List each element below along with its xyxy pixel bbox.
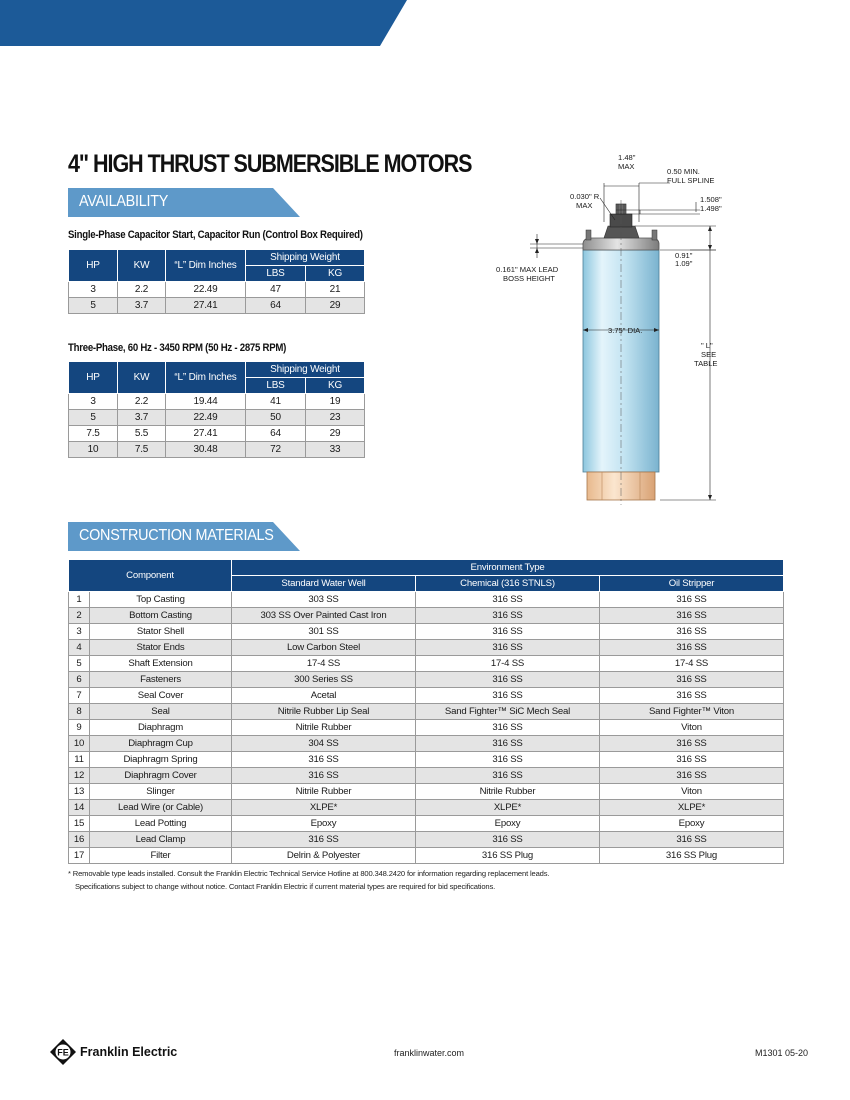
three-phase-table	[68, 361, 365, 458]
single-phase-title: Single-Phase Capacitor Start, Capacitor Run (Control Box Required)	[68, 229, 363, 241]
header-kg: KG	[306, 378, 365, 394]
cell-hp: 3	[69, 282, 118, 298]
table-row	[69, 688, 784, 704]
cell-l-dim: 27.41	[166, 426, 246, 442]
cell-chemical: Epoxy	[416, 816, 600, 832]
cell-standard: Epoxy	[232, 816, 416, 832]
cell-component: Lead Clamp	[90, 832, 232, 848]
table-row	[69, 752, 784, 768]
cell-chemical: 316 SS	[416, 832, 600, 848]
header-kw: KW	[118, 362, 166, 394]
table-row	[69, 656, 784, 672]
cell-component: Stator Shell	[90, 624, 232, 640]
cell-oil: 316 SS	[600, 624, 784, 640]
cell-l-dim: 30.48	[166, 442, 246, 458]
cell-standard: Nitrile Rubber Lip Seal	[232, 704, 416, 720]
l-label-1: " L"	[701, 341, 713, 350]
single-phase-table	[68, 249, 365, 314]
cell-kw: 7.5	[118, 442, 166, 458]
header-l-dim: “L” Dim Inches	[166, 250, 246, 282]
boss-height-2: BOSS HEIGHT	[503, 274, 555, 283]
table-row	[69, 800, 784, 816]
cell-chemical: 316 SS	[416, 768, 600, 784]
cell-number: 1	[69, 592, 90, 608]
table-row	[69, 848, 784, 864]
table-row	[69, 282, 365, 298]
header-shipping-weight: Shipping Weight	[246, 362, 365, 378]
cell-component: Fasteners	[90, 672, 232, 688]
cell-number: 12	[69, 768, 90, 784]
header-hp: HP	[69, 362, 118, 394]
cell-number: 6	[69, 672, 90, 688]
header-kg: KG	[306, 266, 365, 282]
motor-body	[583, 200, 659, 505]
cell-hp: 10	[69, 442, 118, 458]
cell-chemical: 316 SS	[416, 640, 600, 656]
cell-oil: 316 SS	[600, 768, 784, 784]
top-banner	[0, 0, 850, 46]
cell-chemical: Sand Fighter™ SiC Mech Seal	[416, 704, 600, 720]
cell-kw: 3.7	[118, 298, 166, 314]
cell-standard: 316 SS	[232, 752, 416, 768]
header-lbs: LBS	[246, 378, 306, 394]
cell-oil: Epoxy	[600, 816, 784, 832]
cell-kw: 5.5	[118, 426, 166, 442]
cell-number: 4	[69, 640, 90, 656]
radius-label: MAX	[576, 201, 593, 210]
cell-component: Seal Cover	[90, 688, 232, 704]
table-row	[69, 640, 784, 656]
cell-kg: 29	[306, 298, 365, 314]
cell-kw: 3.7	[118, 410, 166, 426]
cell-component: Stator Ends	[90, 640, 232, 656]
header-lbs: LBS	[246, 266, 306, 282]
availability-heading-bar	[68, 188, 302, 217]
table-row	[69, 298, 365, 314]
max-width-value: 1.48"	[618, 153, 636, 162]
table-row	[69, 592, 784, 608]
cell-component: Diaphragm Spring	[90, 752, 232, 768]
cell-lbs: 64	[246, 426, 306, 442]
footnote	[68, 867, 549, 893]
table-row	[69, 768, 784, 784]
cell-kg: 21	[306, 282, 365, 298]
cell-lbs: 64	[246, 298, 306, 314]
max-width-label: MAX	[618, 162, 635, 171]
spline-dia-2: 1.498"	[700, 204, 722, 213]
cell-number: 11	[69, 752, 90, 768]
header-component: Component	[69, 560, 232, 592]
table-row	[69, 672, 784, 688]
cell-number: 2	[69, 608, 90, 624]
cell-hp: 5	[69, 298, 118, 314]
cell-oil: Viton	[600, 784, 784, 800]
cell-oil: Viton	[600, 720, 784, 736]
cell-kg: 33	[306, 442, 365, 458]
cell-lbs: 50	[246, 410, 306, 426]
cell-kw: 2.2	[118, 394, 166, 410]
spline-label-1: 0.50 MIN.	[667, 167, 700, 176]
cell-chemical: 316 SS	[416, 736, 600, 752]
header-standard-water-well: Standard Water Well	[232, 576, 416, 592]
cell-chemical: 17-4 SS	[416, 656, 600, 672]
cell-kg: 19	[306, 394, 365, 410]
cell-standard: Low Carbon Steel	[232, 640, 416, 656]
cell-lbs: 41	[246, 394, 306, 410]
boss-height-1: 0.161" MAX LEAD	[496, 265, 559, 274]
cell-chemical: 316 SS Plug	[416, 848, 600, 864]
cell-kw: 2.2	[118, 282, 166, 298]
motor-dimension-diagram	[490, 150, 730, 510]
cell-component: Bottom Casting	[90, 608, 232, 624]
shaft-length-2: 1.09"	[675, 259, 693, 268]
cell-number: 14	[69, 800, 90, 816]
cell-standard: 303 SS	[232, 592, 416, 608]
cell-oil: 316 SS	[600, 736, 784, 752]
cell-oil: 316 SS	[600, 608, 784, 624]
footer-url[interactable]: franklinwater.com	[394, 1048, 465, 1058]
cell-l-dim: 22.49	[166, 282, 246, 298]
cell-hp: 5	[69, 410, 118, 426]
footnote-line-2: Specifications subject to change without notice. Contact Franklin Electric if current material types are required for bid specifications.	[75, 882, 496, 891]
header-kw: KW	[118, 250, 166, 282]
cell-standard: 316 SS	[232, 832, 416, 848]
cell-number: 8	[69, 704, 90, 720]
footer-doc-code: M1301 05-20	[755, 1048, 809, 1058]
cell-component: Filter	[90, 848, 232, 864]
cell-oil: 316 SS	[600, 592, 784, 608]
table-row	[69, 608, 784, 624]
cell-standard: 316 SS	[232, 768, 416, 784]
cell-component: Lead Wire (or Cable)	[90, 800, 232, 816]
cell-standard: 300 Series SS	[232, 672, 416, 688]
cell-oil: 316 SS	[600, 752, 784, 768]
cell-l-dim: 22.49	[166, 410, 246, 426]
footer-brand: Franklin Electric	[80, 1045, 178, 1059]
table-row	[69, 784, 784, 800]
cell-number: 3	[69, 624, 90, 640]
cell-chemical: 316 SS	[416, 720, 600, 736]
cell-component: Diaphragm Cover	[90, 768, 232, 784]
cell-standard: 17-4 SS	[232, 656, 416, 672]
table-row	[69, 816, 784, 832]
cell-oil: 316 SS	[600, 640, 784, 656]
header-shipping-weight: Shipping Weight	[246, 250, 365, 266]
cell-lbs: 47	[246, 282, 306, 298]
cell-chemical: 316 SS	[416, 592, 600, 608]
header-l-dim: “L” Dim Inches	[166, 362, 246, 394]
cell-standard: 303 SS Over Painted Cast Iron	[232, 608, 416, 624]
cell-component: Diaphragm Cup	[90, 736, 232, 752]
cell-l-dim: 19.44	[166, 394, 246, 410]
diameter-label: 3.75" DIA.	[608, 326, 643, 335]
construction-materials-table	[68, 559, 784, 864]
cell-number: 13	[69, 784, 90, 800]
header-chemical: Chemical (316 STNLS)	[416, 576, 600, 592]
cell-chemical: 316 SS	[416, 672, 600, 688]
cell-standard: XLPE*	[232, 800, 416, 816]
cell-standard: 301 SS	[232, 624, 416, 640]
table-row	[69, 832, 784, 848]
availability-heading: AVAILABILITY	[79, 193, 169, 210]
table-row	[69, 736, 784, 752]
cell-number: 5	[69, 656, 90, 672]
header-environment-type: Environment Type	[232, 560, 784, 576]
table-row	[69, 720, 784, 736]
spline-label-2: FULL SPLINE	[667, 176, 715, 185]
l-label-2: SEE	[701, 350, 717, 359]
cell-chemical: XLPE*	[416, 800, 600, 816]
cell-oil: 316 SS	[600, 688, 784, 704]
cell-kg: 29	[306, 426, 365, 442]
spline-dia-1: 1.508"	[700, 195, 722, 204]
cell-component: Diaphragm	[90, 720, 232, 736]
cell-standard: Nitrile Rubber	[232, 784, 416, 800]
cell-lbs: 72	[246, 442, 306, 458]
cell-standard: Acetal	[232, 688, 416, 704]
cell-component: Shaft Extension	[90, 656, 232, 672]
cell-oil: Sand Fighter™ Viton	[600, 704, 784, 720]
cell-oil: 17-4 SS	[600, 656, 784, 672]
cell-component: Top Casting	[90, 592, 232, 608]
cell-number: 10	[69, 736, 90, 752]
table-row	[69, 394, 365, 410]
footnote-line-1: * Removable type leads installed. Consult the Franklin Electric Technical Service Hotline at 800.348.2420 for information regarding replacement leads.	[68, 869, 550, 878]
cell-number: 9	[69, 720, 90, 736]
cell-l-dim: 27.41	[166, 298, 246, 314]
table-row	[69, 704, 784, 720]
construction-heading-bar	[68, 522, 302, 551]
cell-oil: 316 SS Plug	[600, 848, 784, 864]
cell-component: Lead Potting	[90, 816, 232, 832]
page-title: 4" HIGH THRUST SUBMERSIBLE MOTORS	[68, 150, 472, 178]
cell-chemical: 316 SS	[416, 752, 600, 768]
cell-kg: 23	[306, 410, 365, 426]
cell-standard: Nitrile Rubber	[232, 720, 416, 736]
radius-value: 0.030" R	[570, 192, 600, 201]
shaft-length-1: 0.91"	[675, 251, 693, 260]
cell-hp: 7.5	[69, 426, 118, 442]
cell-component: Slinger	[90, 784, 232, 800]
header-oil-stripper: Oil Stripper	[600, 576, 784, 592]
logo-letters: FE	[57, 1047, 69, 1058]
cell-standard: Delrin & Polyester	[232, 848, 416, 864]
table-row	[69, 624, 784, 640]
table-row	[69, 442, 365, 458]
cell-hp: 3	[69, 394, 118, 410]
header-hp: HP	[69, 250, 118, 282]
three-phase-title: Three-Phase, 60 Hz - 3450 RPM (50 Hz - 2875 RPM)	[68, 342, 287, 354]
cell-chemical: 316 SS	[416, 608, 600, 624]
cell-chemical: Nitrile Rubber	[416, 784, 600, 800]
franklin-electric-logo-icon	[49, 1038, 77, 1066]
table-row	[69, 426, 365, 442]
cell-component: Seal	[90, 704, 232, 720]
table-row	[69, 410, 365, 426]
cell-number: 16	[69, 832, 90, 848]
cell-number: 7	[69, 688, 90, 704]
cell-number: 15	[69, 816, 90, 832]
cell-oil: 316 SS	[600, 672, 784, 688]
cell-chemical: 316 SS	[416, 688, 600, 704]
l-label-3: TABLE	[694, 359, 718, 368]
cell-oil: XLPE*	[600, 800, 784, 816]
cell-standard: 304 SS	[232, 736, 416, 752]
cell-number: 17	[69, 848, 90, 864]
cell-oil: 316 SS	[600, 832, 784, 848]
cell-chemical: 316 SS	[416, 624, 600, 640]
construction-heading: CONSTRUCTION MATERIALS	[79, 527, 274, 544]
